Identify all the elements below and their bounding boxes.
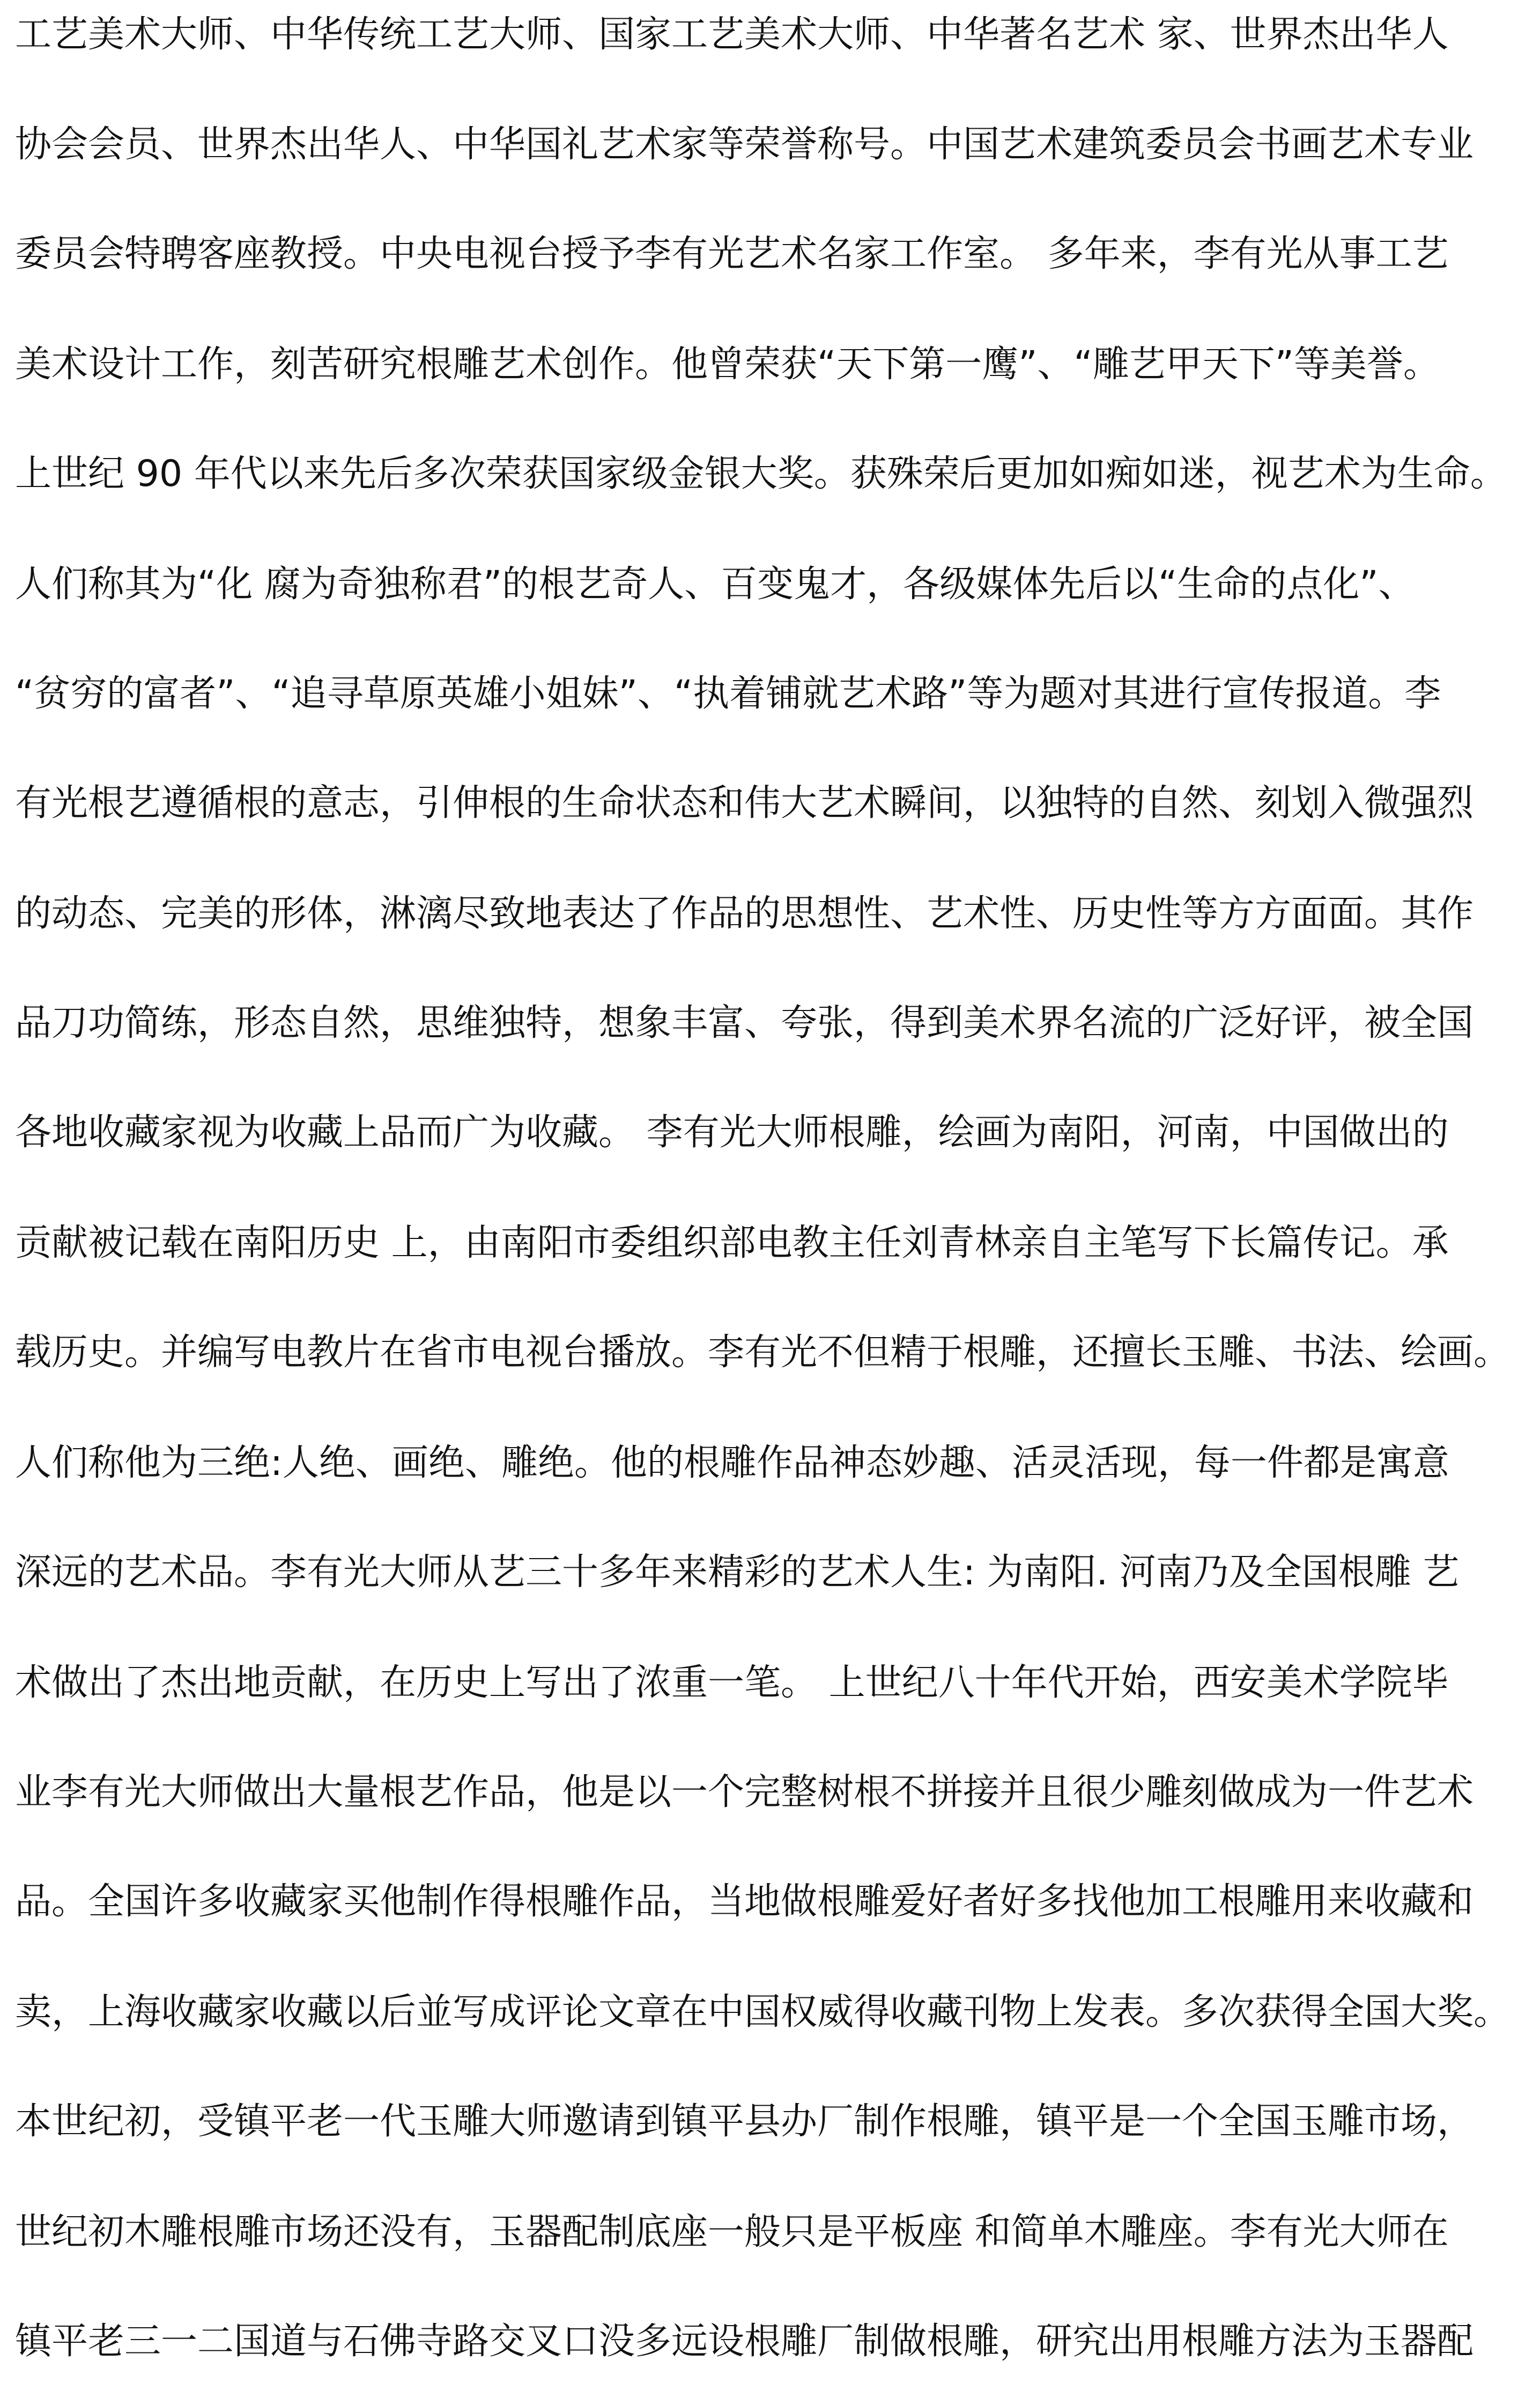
text-line: 载历史。并编写电教片在省市电视台播放。李有光不但精于根雕，还擅长玉雕、书法、绘画。: [15, 1331, 1511, 1374]
text-line: 品刀功简练，形态自然，思维独特，想象丰富、夸张，得到美术界名流的广泛好评，被全国: [15, 1002, 1474, 1044]
text-line: 深远的艺术品。李有光大师从艺三十多年来精彩的艺术人生: 为南阳. 河南乃及全国根雕 艺: [15, 1551, 1460, 1593]
text-line: 各地收藏家视为收藏上品而广为收藏。 李有光大师根雕，绘画为南阳，河南，中国做出的: [15, 1111, 1449, 1154]
text-line: 世纪初木雕根雕市场还没有，玉器配制底座一般只是平板座 和简单木雕座。李有光大师在: [15, 2211, 1449, 2253]
text-line: 上世纪 90 年代以来先后多次荣获国家级金银大奖。获殊荣后更加如痴如迷，视艺术为生命。: [15, 453, 1507, 495]
text-line: 镇平老三一二国道与石佛寺路交叉口没多远设根雕厂制做根雕，研究出用根雕方法为玉器配: [15, 2320, 1474, 2363]
text-line: 人们称他为三绝:人绝、画绝、雕绝。他的根雕作品神态妙趣、活灵活现，每一件都是寓意: [15, 1442, 1449, 1484]
text-line: 有光根艺遵循根的意志，引伸根的生命状态和伟大艺术瞬间，以独特的自然、刻划入微强烈: [15, 782, 1474, 824]
text-line: 本世纪初，受镇平老一代玉雕大师邀请到镇平县办厂制作根雕，镇平是一个全国玉雕市场，: [15, 2100, 1474, 2143]
text-line: 人们称其为“化 腐为奇独称君”的根艺奇人、百变鬼才，各级媒体先后以“生命的点化”、: [15, 563, 1415, 606]
text-line: 品。全国许多收藏家买他制作得根雕作品，当地做根雕爱好者好多找他加工根雕用来收藏和: [15, 1880, 1474, 1923]
text-line: 卖，上海收藏家收藏以后並写成评论文章在中国权威得收藏刊物上发表。多次获得全国大奖。: [15, 1991, 1511, 2033]
text-line: “贫穷的富者”、“追寻草原英雄小姐妹”、“执着铺就艺术路”等为题对其进行宣传报道。李: [15, 673, 1441, 715]
text-line: 美术设计工作，刻苦研究根雕艺术创作。他曾荣获“天下第一鹰”、“雕艺甲天下”等美誉。: [15, 343, 1440, 386]
text-line: 委员会特聘客座教授。中央电视台授予李有光艺术名家工作室。 多年来，李有光从事工艺: [15, 233, 1449, 275]
text-line: 业李有光大师做出大量根艺作品，他是以一个完整树根不拼接并且很少雕刻做成为一件艺术: [15, 1771, 1474, 1813]
text-line: 协会会员、世界杰出华人、中华国礼艺术家等荣誉称号。中国艺术建筑委员会书画艺术专业: [15, 123, 1474, 166]
text-line: 贡献被记载在南阳历史 上，由南阳市委组织部电教主任刘青林亲自主笔写下长篇传记。承: [15, 1222, 1449, 1264]
text-line: 工艺美术大师、中华传统工艺大师、国家工艺美术大师、中华著名艺术 家、世界杰出华人: [15, 13, 1449, 56]
text-line: 术做出了杰出地贡献，在历史上写出了浓重一笔。 上世纪八十年代开始，西安美术学院毕: [15, 1662, 1449, 1704]
text-line: 的动态、完美的形体，淋漓尽致地表达了作品的思想性、艺术性、历史性等方方面面。其作: [15, 892, 1474, 935]
